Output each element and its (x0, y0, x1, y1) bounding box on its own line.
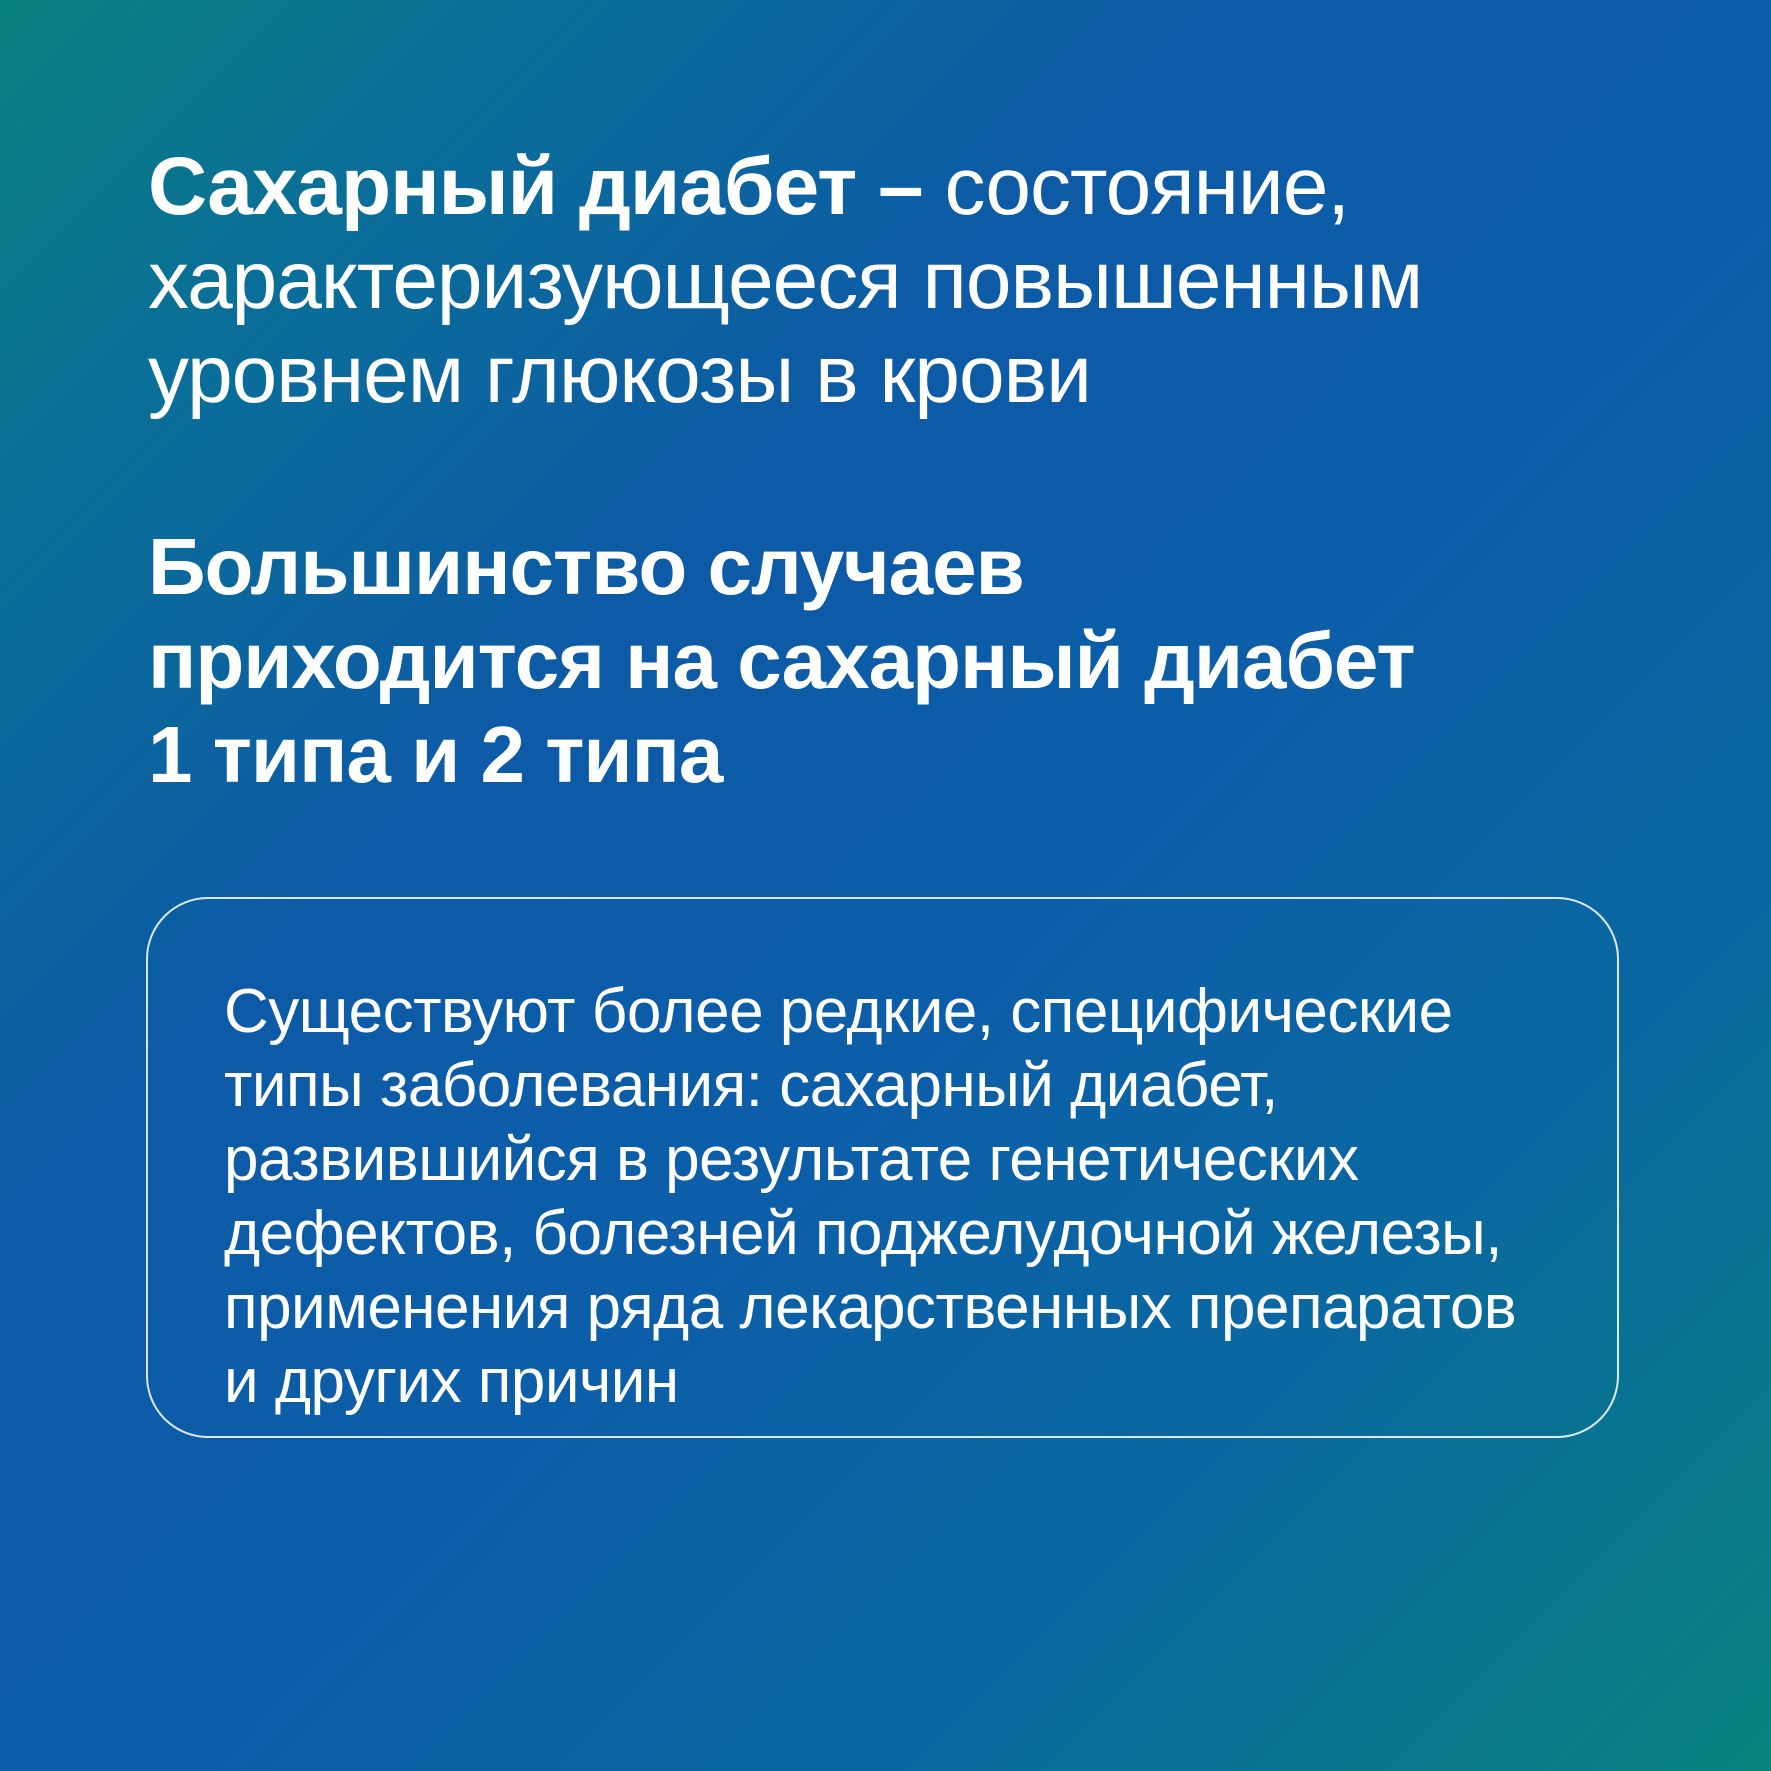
intro-definition: состояние, характеризующееся повышенным уровнем глюкозы в крови (148, 141, 1423, 420)
intro-paragraph (148, 140, 1628, 422)
statement-heading: Большинство случаев приходится на сахарный диабет 1 типа и 2 типа (148, 522, 1415, 799)
intro-term: Сахарный диабет – (148, 141, 923, 232)
note-text: Существуют более редкие, специфические типы заболевания: сахарный диабет, развившийся в результате генетических дефектов, болезней поджелудочной железы, применения ряда лекарственных препаратов и других причин (224, 977, 1517, 1416)
note-box (146, 897, 1619, 1438)
